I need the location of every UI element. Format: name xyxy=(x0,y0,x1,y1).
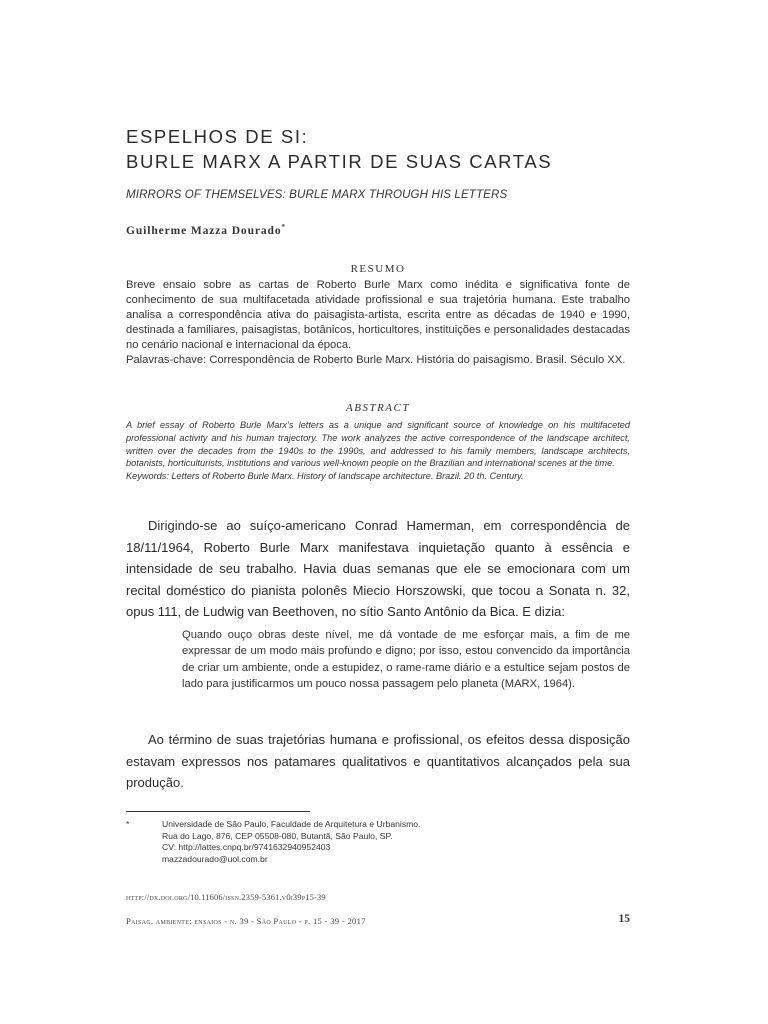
author-line xyxy=(126,223,286,237)
author-footnote-mark: * xyxy=(281,223,286,231)
footnote-address: Rua do Lago, 876, CEP 05508-080, Butantã, São Paulo, SP. xyxy=(162,830,393,841)
footnote-affiliation: Universidade de São Paulo, Faculdade de Arquitetura e Urbanismo. xyxy=(162,819,421,829)
body-paragraph-2: Ao término de suas trajetórias humana e profissional, os efeitos dessa disposição estavam expressos nos patamares qualitativos e quantitativos alcançados pela sua produção. xyxy=(126,732,630,791)
footnote-cv-link[interactable]: CV: http://lattes.cnpq.br/9741632940952403 xyxy=(162,842,331,853)
footnote-mark: * xyxy=(126,819,130,829)
english-title: MIRRORS OF THEMSELVES: BURLE MARX THROUGH HIS LETTERS xyxy=(126,188,508,201)
page-number: 15 xyxy=(618,913,630,925)
abstract-section xyxy=(126,419,630,483)
title-line-2: BURLE MARX A PARTIR DE SUAS CARTAS xyxy=(126,151,553,172)
footnote-email[interactable]: mazzadourado@uol.com.br xyxy=(162,853,268,864)
journal-footer: Paisag. ambiente: ensaios - n. 39 - São Paulo - p. 15 - 39 - 2017 xyxy=(126,916,366,926)
block-quote: Quando ouço obras deste nível, me dá vontade de me esforçar mais, a fim de me expressar de um modo mais profundo e digno; por isso, estou convencido da importância de criar um ambiente, onde a estupidez, o rame-rame diário e a estultice sejam postos de lado para justificarmos um pouco nossa passagem pelo planeta (MARX, 1964). xyxy=(182,629,630,691)
footnote-divider xyxy=(126,811,310,812)
resumo-keywords: Palavras-chave: Correspondência de Roberto Burle Marx. História do paisagismo. Brasil. Século XX. xyxy=(126,354,626,367)
abstract-text: A brief essay of Roberto Burle Marx’s letters as a unique and significant source of knowledge on his multifaceted professional activity and his human trajectory. The work analyzes the active correspondence of the landscape architect, written over the decades from the 1940s to the 1990s, and addressed to his family members, landscape architects, botanists, horticulturists, institutions and various well-known people on the Brazilian and international scenes at the time. xyxy=(126,420,630,469)
resumo-text: Breve ensaio sobre as cartas de Roberto Burle Marx como inédita e significativa fonte de conhecimento de sua multifacetada atividade profissional e sua trajetória humana. Este trabalho analisa a correspondência ativa do paisagista-artista, escrita entre as décadas de 1940 e 1990, destinada a familiares, paisagistas, botânicos, horticultores, instituições e personalidades destacadas no cenário nacional e internacional da época. xyxy=(126,279,630,352)
abstract-heading: ABSTRACT xyxy=(346,402,410,414)
title-line-1: ESPELHOS DE SI: xyxy=(126,126,309,147)
footnote-lines xyxy=(162,819,420,865)
resumo-section xyxy=(126,278,630,369)
abstract-keywords: Keywords: Letters of Roberto Burle Marx. History of landscape architecture. Brazil. 20 th. Century. xyxy=(126,471,524,482)
article-title xyxy=(126,124,646,174)
author-name: Guilherme Mazza Dourado xyxy=(126,224,282,237)
resumo-heading: RESUMO xyxy=(350,263,406,275)
body-paragraph-1: Dirigindo-se ao suíço-americano Conrad Hamerman, em correspondência de 18/11/1964, Roberto Burle Marx manifestava inquietação quanto à essência e intensidade de seu trabalho. Havia duas semanas que ele se emocionara com um recital doméstico do pianista polonês Miecio Horszowski, que tocou a Sonata n. 32, opus 111, de Ludwig van Beethoven, no sítio Santo Antônio da Bica. E dizia: xyxy=(126,518,630,620)
doi-link[interactable]: http://dx.doi.org/10.11606/issn.2359-5361.v0i39p15-39 xyxy=(126,893,326,902)
